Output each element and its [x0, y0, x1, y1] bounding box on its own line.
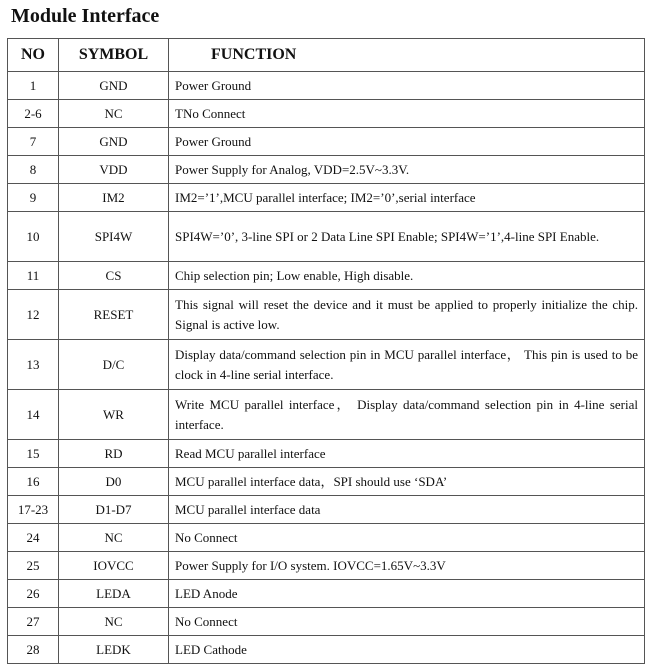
module-interface-table [7, 38, 645, 664]
pin-function: No Connect [169, 608, 645, 636]
table-row [8, 468, 645, 496]
pin-symbol: GND [59, 72, 169, 100]
pin-number: 8 [8, 156, 59, 184]
table-row [8, 524, 645, 552]
table-row [8, 184, 645, 212]
pin-number: 25 [8, 552, 59, 580]
column-header-symbol: SYMBOL [59, 39, 169, 72]
pin-symbol: NC [59, 524, 169, 552]
pin-number: 16 [8, 468, 59, 496]
column-header-no: NO [8, 39, 59, 72]
pin-symbol: VDD [59, 156, 169, 184]
table-header-row [8, 39, 645, 72]
pin-number: 15 [8, 440, 59, 468]
pin-number: 26 [8, 580, 59, 608]
pin-number: 1 [8, 72, 59, 100]
pin-symbol: LEDK [59, 636, 169, 664]
pin-number: 2-6 [8, 100, 59, 128]
table-row [8, 390, 645, 440]
table-row [8, 156, 645, 184]
pin-function: This signal will reset the device and it must be applied to properly initialize the chip. Signal is active low. [169, 290, 645, 340]
pin-number: 12 [8, 290, 59, 340]
pin-symbol: D0 [59, 468, 169, 496]
pin-function: TNo Connect [169, 100, 645, 128]
table-row [8, 100, 645, 128]
table-row [8, 262, 645, 290]
pin-function: MCU parallel interface data，SPI should use ‘SDA’ [169, 468, 645, 496]
pin-function: Power Supply for Analog, VDD=2.5V~3.3V. [169, 156, 645, 184]
pin-function: LED Cathode [169, 636, 645, 664]
pin-number: 9 [8, 184, 59, 212]
pin-function: No Connect [169, 524, 645, 552]
table-row [8, 636, 645, 664]
pin-number: 13 [8, 340, 59, 390]
pin-symbol: LEDA [59, 580, 169, 608]
pin-symbol: D/C [59, 340, 169, 390]
table-row [8, 128, 645, 156]
pin-symbol: GND [59, 128, 169, 156]
pin-function: Power Supply for I/O system. IOVCC=1.65V~3.3V [169, 552, 645, 580]
pin-number: 17-23 [8, 496, 59, 524]
pin-symbol: RESET [59, 290, 169, 340]
pin-function: IM2=’1’,MCU parallel interface; IM2=’0’,serial interface [169, 184, 645, 212]
pin-function: SPI4W=’0’, 3-line SPI or 2 Data Line SPI Enable; SPI4W=’1’,4-line SPI Enable. [169, 212, 645, 262]
pin-symbol: NC [59, 608, 169, 636]
pin-symbol: IOVCC [59, 552, 169, 580]
column-header-function: FUNCTION [169, 39, 645, 72]
pin-function: Display data/command selection pin in MCU parallel interface， This pin is used to be clock in 4-line serial interface. [169, 340, 645, 390]
pin-number: 28 [8, 636, 59, 664]
pin-symbol: NC [59, 100, 169, 128]
pin-number: 14 [8, 390, 59, 440]
table-row [8, 552, 645, 580]
table-row [8, 496, 645, 524]
table-row [8, 212, 645, 262]
pin-function: Power Ground [169, 72, 645, 100]
pin-symbol: SPI4W [59, 212, 169, 262]
table-row [8, 72, 645, 100]
table-row [8, 440, 645, 468]
pin-number: 24 [8, 524, 59, 552]
pin-function: LED Anode [169, 580, 645, 608]
pin-number: 10 [8, 212, 59, 262]
pin-function: MCU parallel interface data [169, 496, 645, 524]
pin-symbol: D1-D7 [59, 496, 169, 524]
pin-symbol: RD [59, 440, 169, 468]
page-title: Module Interface [11, 5, 160, 27]
table-row [8, 340, 645, 390]
pin-symbol: WR [59, 390, 169, 440]
pin-function: Write MCU parallel interface， Display data/command selection pin in 4-line serial interface. [169, 390, 645, 440]
pin-number: 11 [8, 262, 59, 290]
pin-function: Chip selection pin; Low enable, High disable. [169, 262, 645, 290]
table-row [8, 580, 645, 608]
pin-function: Power Ground [169, 128, 645, 156]
pin-symbol: CS [59, 262, 169, 290]
pin-number: 7 [8, 128, 59, 156]
pin-symbol: IM2 [59, 184, 169, 212]
table-row [8, 290, 645, 340]
pin-number: 27 [8, 608, 59, 636]
pin-function: Read MCU parallel interface [169, 440, 645, 468]
table-row [8, 608, 645, 636]
